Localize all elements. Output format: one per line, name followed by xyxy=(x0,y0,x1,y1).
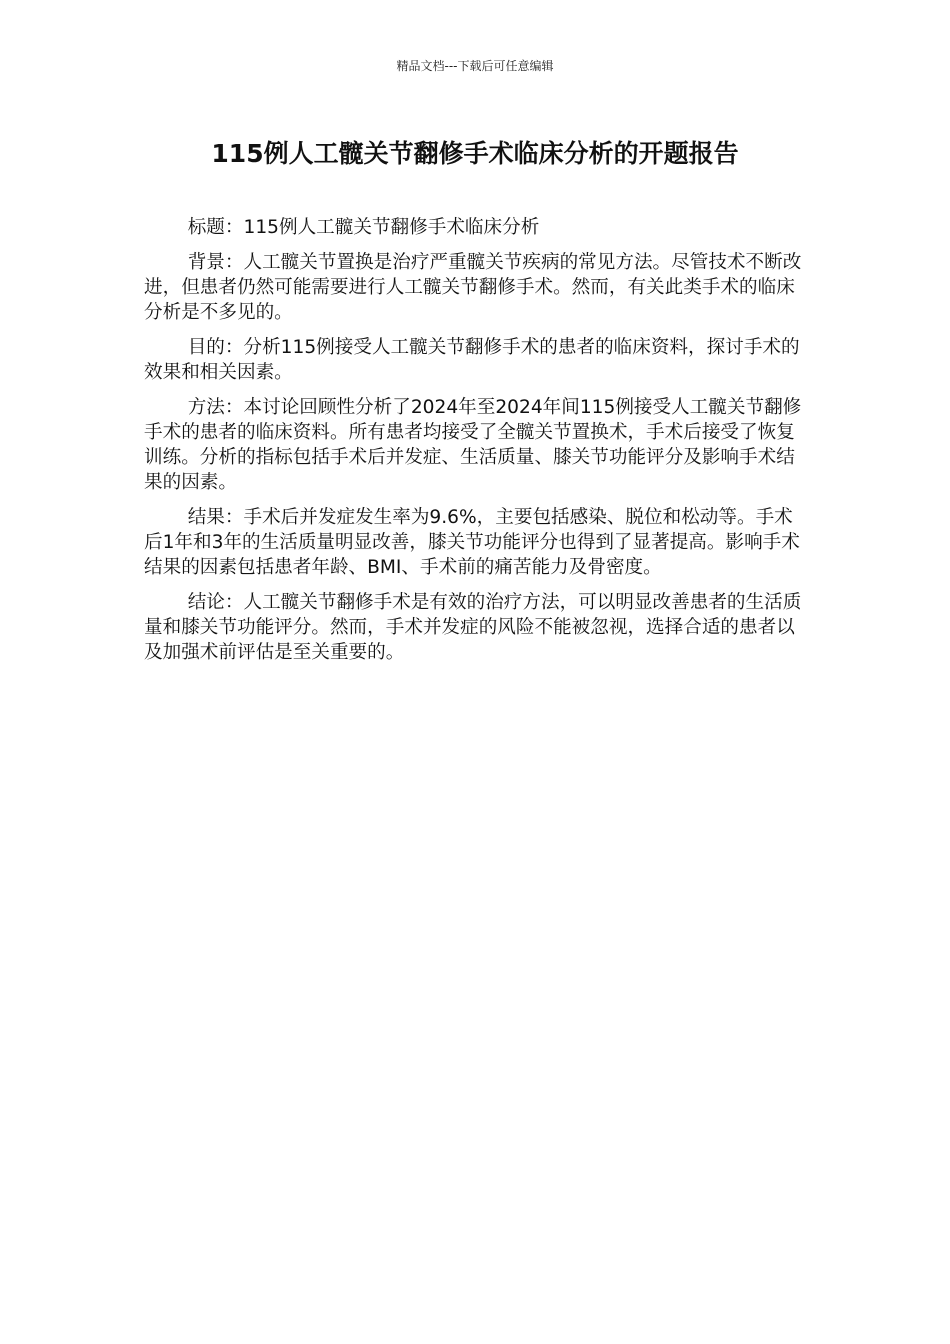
paragraph-title-line: 标题：115例人工髋关节翻修手术临床分析 xyxy=(187,217,540,238)
paragraph-conclusion: 结论：人工髋关节翻修手术是有效的治疗方法，可以明显改善患者的生活质量和膝关节功能评分。然而，手术并发症的风险不能被忽视，选择合适的患者以及加强术前评估是至关重要的。 xyxy=(144,592,802,663)
paragraph-method: 方法：本讨论回顾性分析了2024年至2024年间115例接受人工髋关节翻修手术的患者的临床资料。所有患者均接受了全髋关节置换术，手术后接受了恢复训练。分析的指标包括手术后并发症、生活质量、膝关节功能评分及影响手术结果的因素。 xyxy=(144,397,802,493)
paragraph-background: 背景：人工髋关节置换是治疗严重髋关节疾病的常见方法。尽管技术不断改进，但患者仍然可能需要进行人工髋关节翻修手术。然而，有关此类手术的临床分析是不多见的。 xyxy=(144,252,802,323)
paragraph-objective: 目的：分析115例接受人工髋关节翻修手术的患者的临床资料，探讨手术的效果和相关因素。 xyxy=(144,337,800,383)
header-note: 精品文档---下载后可任意编辑 xyxy=(396,59,554,73)
document-title: 115例人工髋关节翻修手术临床分析的开题报告 xyxy=(211,139,739,168)
paragraph-results: 结果：手术后并发症发生率为9.6%，主要包括感染、脱位和松动等。手术后1年和3年的生活质量明显改善，膝关节功能评分也得到了显著提高。影响手术结果的因素包括患者年龄、BMI、手术前的痛苦能力及骨密度。 xyxy=(144,507,800,578)
document-body xyxy=(144,215,809,675)
